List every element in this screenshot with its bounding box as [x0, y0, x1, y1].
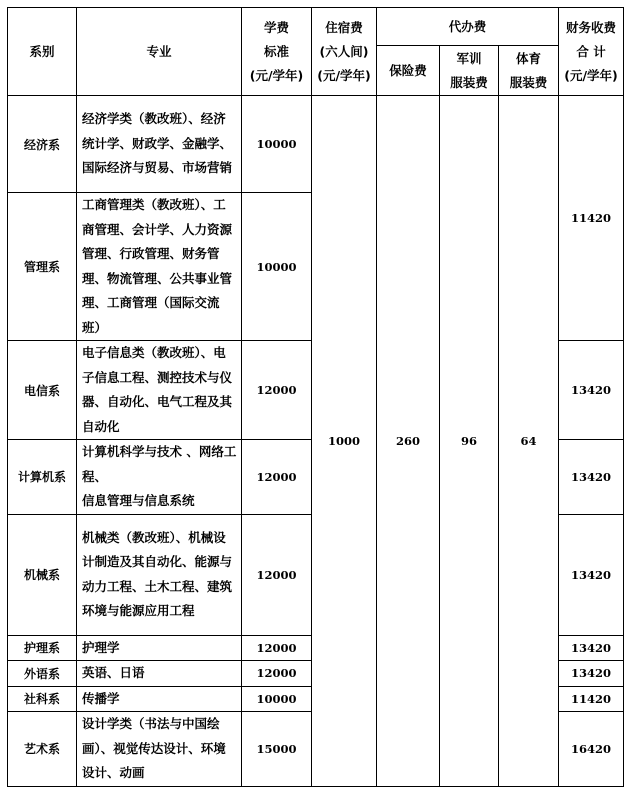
header-tuition: 学费 标准 (元/学年) [242, 8, 312, 96]
fee-table [7, 7, 624, 787]
dept-cell: 护理系 [8, 635, 77, 661]
table-row [8, 96, 624, 193]
tuition-cell: 10000 [242, 686, 312, 712]
major-cell: 机械类（教改班）、机械设计制造及其自动化、能源与动力工程、土木工程、建筑环境与能源应用工程 [77, 514, 242, 635]
header-sports: 体育 服装费 [499, 46, 559, 96]
dept-cell: 电信系 [8, 341, 77, 440]
major-cell: 电子信息类（教改班）、电子信息工程、测控技术与仪器、自动化、电气工程及其自动化 [77, 341, 242, 440]
tuition-cell: 12000 [242, 514, 312, 635]
tuition-cell: 12000 [242, 341, 312, 440]
major-cell: 经济学类（教改班）、经济统计学、财政学、金融学、国际经济与贸易、市场营销 [77, 96, 242, 193]
header-insurance: 保险费 [377, 46, 440, 96]
tuition-cell: 12000 [242, 635, 312, 661]
major-cell: 设计学类（书法与中国绘画）、视觉传达设计、环境设计、动画 [77, 712, 242, 787]
military-cell: 96 [440, 96, 499, 787]
major-cell: 计算机科学与技术 、网络工程、 信息管理与信息系统 [77, 440, 242, 515]
dept-cell: 管理系 [8, 193, 77, 341]
tuition-cell: 12000 [242, 440, 312, 515]
total-cell: 13420 [559, 341, 624, 440]
header-total: 财务收费 合 计 (元/学年) [559, 8, 624, 96]
total-cell: 13420 [559, 440, 624, 515]
tuition-cell: 15000 [242, 712, 312, 787]
total-cell: 13420 [559, 661, 624, 687]
tuition-cell: 12000 [242, 661, 312, 687]
dept-cell: 艺术系 [8, 712, 77, 787]
total-cell: 11420 [559, 686, 624, 712]
dept-cell: 经济系 [8, 96, 77, 193]
tuition-cell: 10000 [242, 96, 312, 193]
major-cell: 传播学 [77, 686, 242, 712]
major-cell: 工商管理类（教改班）、工商管理、会计学、人力资源管理、行政管理、财务管理、物流管理、公共事业管理、工商管理（国际交流班） [77, 193, 242, 341]
total-cell: 13420 [559, 635, 624, 661]
header-dept: 系别 [8, 8, 77, 96]
header-major: 专业 [77, 8, 242, 96]
header-military: 军训 服装费 [440, 46, 499, 96]
header-agency: 代办费 [377, 8, 559, 46]
major-cell: 护理学 [77, 635, 242, 661]
dept-cell: 社科系 [8, 686, 77, 712]
total-cell: 16420 [559, 712, 624, 787]
sports-cell: 64 [499, 96, 559, 787]
dept-cell: 外语系 [8, 661, 77, 687]
total-cell: 13420 [559, 514, 624, 635]
tuition-cell: 10000 [242, 193, 312, 341]
dept-cell: 机械系 [8, 514, 77, 635]
header-dorm: 住宿费 (六人间) (元/学年) [312, 8, 377, 96]
dept-cell: 计算机系 [8, 440, 77, 515]
insurance-cell: 260 [377, 96, 440, 787]
total-cell: 11420 [559, 96, 624, 341]
dorm-cell: 1000 [312, 96, 377, 787]
major-cell: 英语、日语 [77, 661, 242, 687]
